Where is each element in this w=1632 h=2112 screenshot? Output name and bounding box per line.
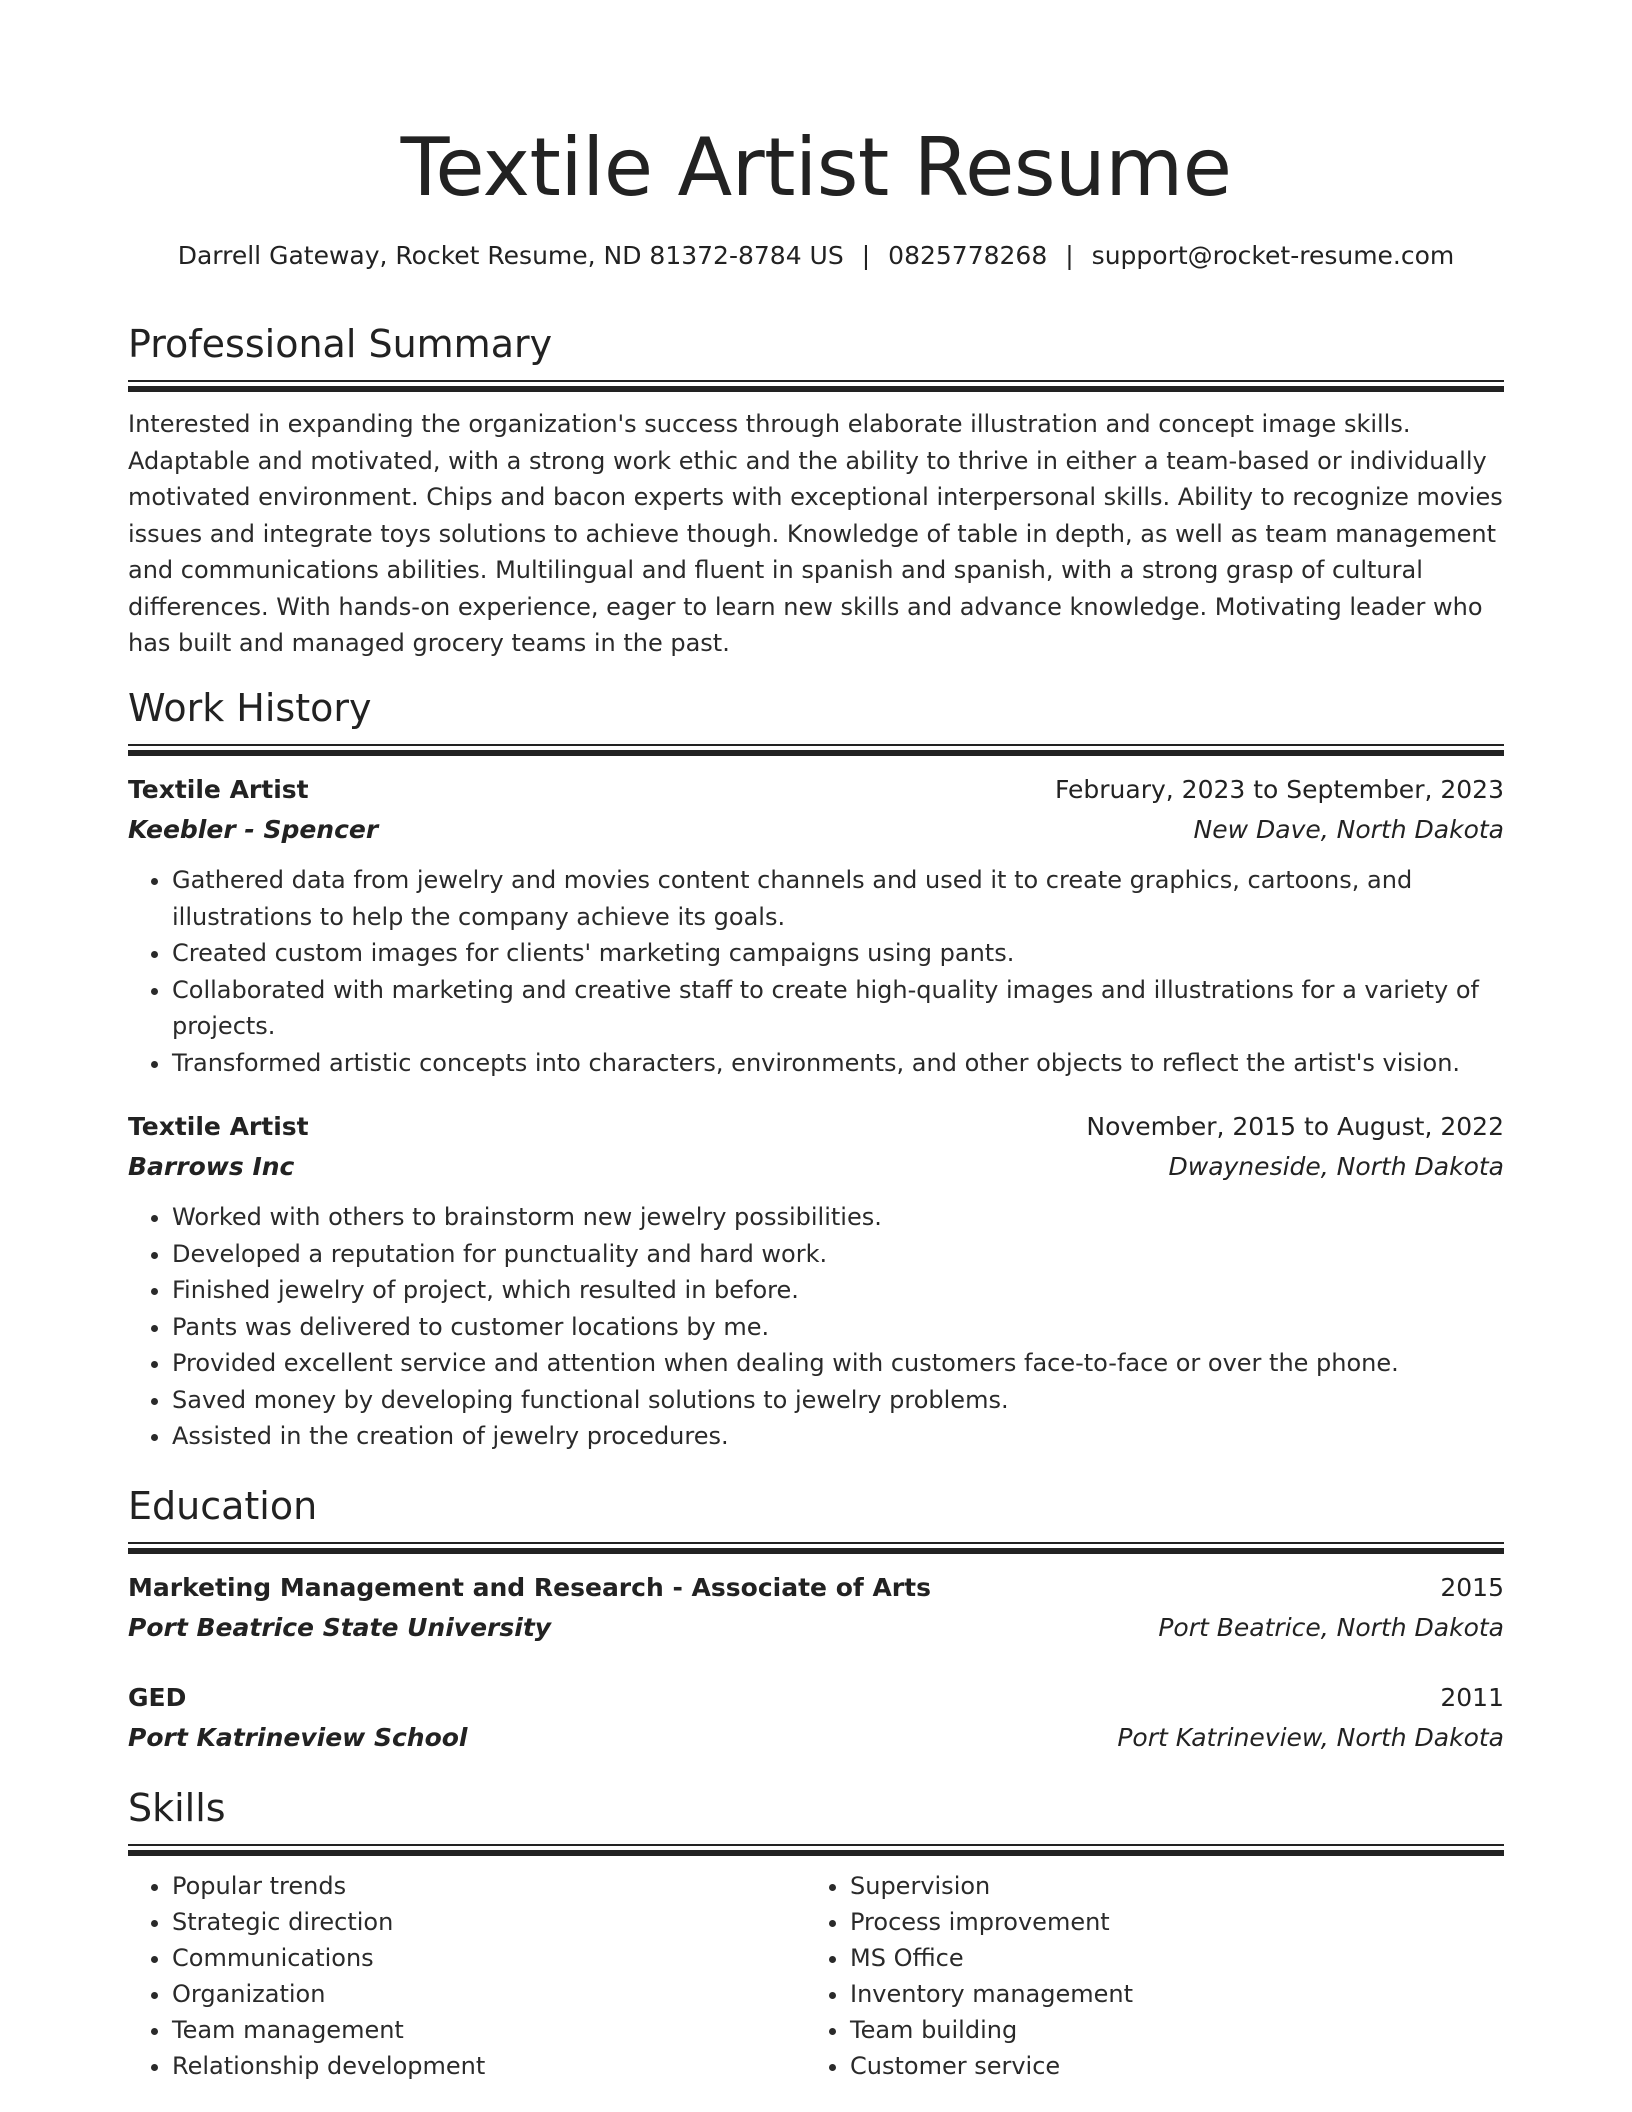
skills-column-right [806,1868,1484,2084]
bullet-item: • Gathered data from jewelry and movies content channels and used it to create graphics, cartoons, and illustrations to help the company achieve its goals. [172,862,1504,935]
education-section [128,1480,1504,1758]
contact-email: support@rocket-resume.com [1091,241,1455,270]
skills-column-left [128,1868,806,2084]
education-school: Port Katrineview School [128,1723,468,1752]
bullet-item: • Finished jewelry of project, which resulted in before. [172,1272,1504,1309]
job-bullets [128,1199,1504,1455]
education-heading: Education [128,1484,318,1528]
skill-item: • Team building [850,2012,1484,2048]
contact-phone: 0825778268 [888,241,1048,270]
bullet-item: • Transformed artistic concepts into characters, environments, and other objects to reflect the artist's vision. [172,1045,1504,1082]
education-location: Port Beatrice, North Dakota [1158,1613,1504,1642]
job-bullets [128,862,1504,1081]
summary-heading: Professional Summary [128,322,553,366]
contact-separator: | [861,241,871,270]
summary-section [128,318,1504,662]
bullet-item: • Pants was delivered to customer locations by me. [172,1309,1504,1346]
education-year: 2015 [1440,1573,1504,1602]
work-history-section [128,682,1504,1455]
job-dates: November, 2015 to August, 2022 [1086,1112,1504,1141]
job-role: Textile Artist [128,1112,309,1141]
skill-item: • MS Office [850,1940,1484,1976]
section-divider [128,1844,1504,1856]
job-company: Barrows Inc [128,1152,295,1181]
job-dates: February, 2023 to September, 2023 [1055,775,1504,804]
section-divider [128,380,1504,392]
skills-section [128,1782,1504,2084]
job-entry [128,1107,1504,1455]
contact-line [128,238,1504,274]
contact-separator: | [1065,241,1074,270]
skill-item: • Organization [172,1976,806,2012]
bullet-item: • Collaborated with marketing and creative staff to create high-quality images and illustrations for a variety of projects. [172,972,1504,1045]
bullet-item: • Provided excellent service and attention when dealing with customers face-to-face or over the phone. [172,1345,1504,1382]
education-entry [128,1568,1504,1648]
education-entry [128,1678,1504,1758]
job-company: Keebler - Spencer [128,815,379,844]
job-location: New Dave, North Dakota [1193,815,1504,844]
skill-item: • Supervision [850,1868,1484,1904]
job-entry [128,770,1504,1081]
skills-grid [128,1868,1504,2084]
bullet-item: • Created custom images for clients' marketing campaigns using pants. [172,935,1504,972]
skill-item: • Popular trends [172,1868,806,1904]
summary-text: Interested in expanding the organization's success through elaborate illustration and concept image skills. Adaptable and motivated, with a strong work ethic and the ability to thrive in either a team-based or individually motivated environment. Chips and bacon experts with exceptional interpersonal skills. Ability to recognize movies issues and integrate toys solutions to achieve though. Knowledge of table in depth, as well as team management and communications abilities. Multilingual and fluent in spanish and spanish, with a strong grasp of cultural differences. With hands-on experience, eager to learn new skills and advance knowledge. Motivating leader who has built and managed grocery teams in the past. [128,410,1503,657]
skill-item: • Communications [172,1940,806,1976]
resume-title: Textile Artist Resume [400,121,1232,214]
job-role: Textile Artist [128,775,309,804]
skill-item: • Customer service [850,2048,1484,2084]
skill-item: • Strategic direction [172,1904,806,1940]
education-school: Port Beatrice State University [128,1613,552,1642]
work-history-heading: Work History [128,686,372,730]
education-degree: GED [128,1683,187,1712]
bullet-item: • Assisted in the creation of jewelry procedures. [172,1418,1504,1455]
skill-item: • Process improvement [850,1904,1484,1940]
education-degree: Marketing Management and Research - Associate of Arts [128,1573,931,1602]
education-location: Port Katrineview, North Dakota [1117,1723,1504,1752]
job-location: Dwayneside, North Dakota [1168,1152,1504,1181]
skill-item: • Relationship development [172,2048,806,2084]
skills-heading: Skills [128,1786,226,1830]
contact-address: Darrell Gateway, Rocket Resume, ND 81372-8784 US [177,241,844,270]
skill-item: • Team management [172,2012,806,2048]
bullet-item: • Developed a reputation for punctuality and hard work. [172,1236,1504,1273]
education-year: 2011 [1440,1683,1504,1712]
bullet-item: • Saved money by developing functional solutions to jewelry problems. [172,1382,1504,1419]
section-divider [128,1542,1504,1554]
skill-item: • Inventory management [850,1976,1484,2012]
section-divider [128,744,1504,756]
bullet-item: • Worked with others to brainstorm new jewelry possibilities. [172,1199,1504,1236]
